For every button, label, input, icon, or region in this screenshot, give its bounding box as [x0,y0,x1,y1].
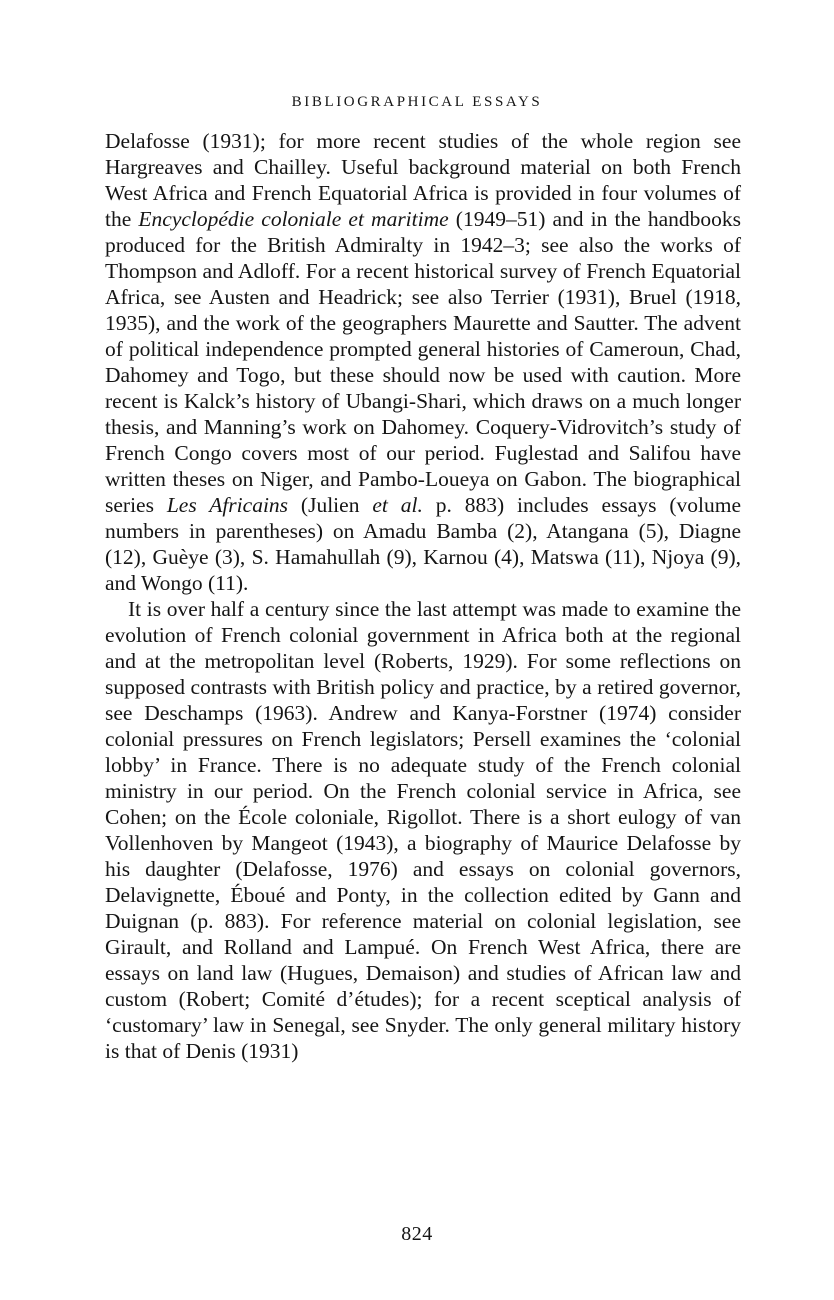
text-segment: (Julien [288,493,373,517]
running-head: BIBLIOGRAPHICAL ESSAYS [291,94,543,110]
text-segment: (1949–51) and in the handbooks produced for the British Admiralty in 1942–3; see also the works of Thompson and Adloff. For a recent historical survey of French Equatorial Africa, see Austen and Headrick; see also Terrier (1931), Bruel (1918, 1935), and the work of the geographers Maurette and Sautter. The advent of political independence prompted general histories of Cameroun, Chad, Dahomey and Togo, but these should now be used with caution. More recent is Kalck’s history of Ubangi-Shari, which draws on a much longer thesis, and Manning’s work on Dahomey. Coquery-Vidrovitch’s study of French Congo covers most of our period. Fuglestad and Salifou have written theses on Niger, and Pambo-Loueya on Gabon. The biographical series [105,207,742,517]
italic-title: Encyclopédie coloniale et maritime [138,207,449,231]
text-segment: p. 883) includes essays (volume numbers in parentheses) on Amadu Bamba (2), Atangana (5), Diagne (12), Guèye (3), S. Hamahullah (9), Karnou (4), Matswa (11), Njoya (9), and Wongo (11). [105,493,741,595]
body-text [105,128,741,1064]
text-segment: Delafosse (1931); for more recent studies of the whole region see Hargreaves and Chailley. Useful background material on both French West Africa and French Equatorial Africa is provided in four volumes of the [105,129,741,231]
page-number: 824 [401,1223,433,1245]
italic-abbreviation: et al. [372,493,423,517]
italic-title: Les Africains [166,493,289,517]
text-segment: It is over half a century since the last attempt was made to examine the evolution of French colonial government in Africa both at the regional and at the metropolitan level (Roberts, 1929). For some reflections on supposed contrasts with British policy and practice, by a retired governor, see Deschamps (1963). Andrew and Kanya-Forstner (1974) consider colonial pressures on French legislators; Persell examines the ‘colonial lobby’ in France. There is no adequate study of the French colonial ministry in our period. On the French colonial service in Africa, see Cohen; on the École coloniale, Rigollot. There is a short eulogy of van Vollenhoven by Mangeot (1943), a biography of Maurice Delafosse by his daughter (Delafosse, 1976) and essays on colonial governors, Delavignette, Éboué and Ponty, in the collection edited by Gann and Duignan (p. 883). For reference material on colonial legislation, see Girault, and Rolland and Lampué. On French West Africa, there are essays on land law (Hugues, Demaison) and studies of African law and custom (Robert; Comité d’études); for a recent sceptical analysis of ‘customary’ law in Senegal, see Snyder. The only general military history is that of Denis (1931) [105,597,741,1063]
paragraph [105,596,741,1064]
paragraph [105,128,741,596]
